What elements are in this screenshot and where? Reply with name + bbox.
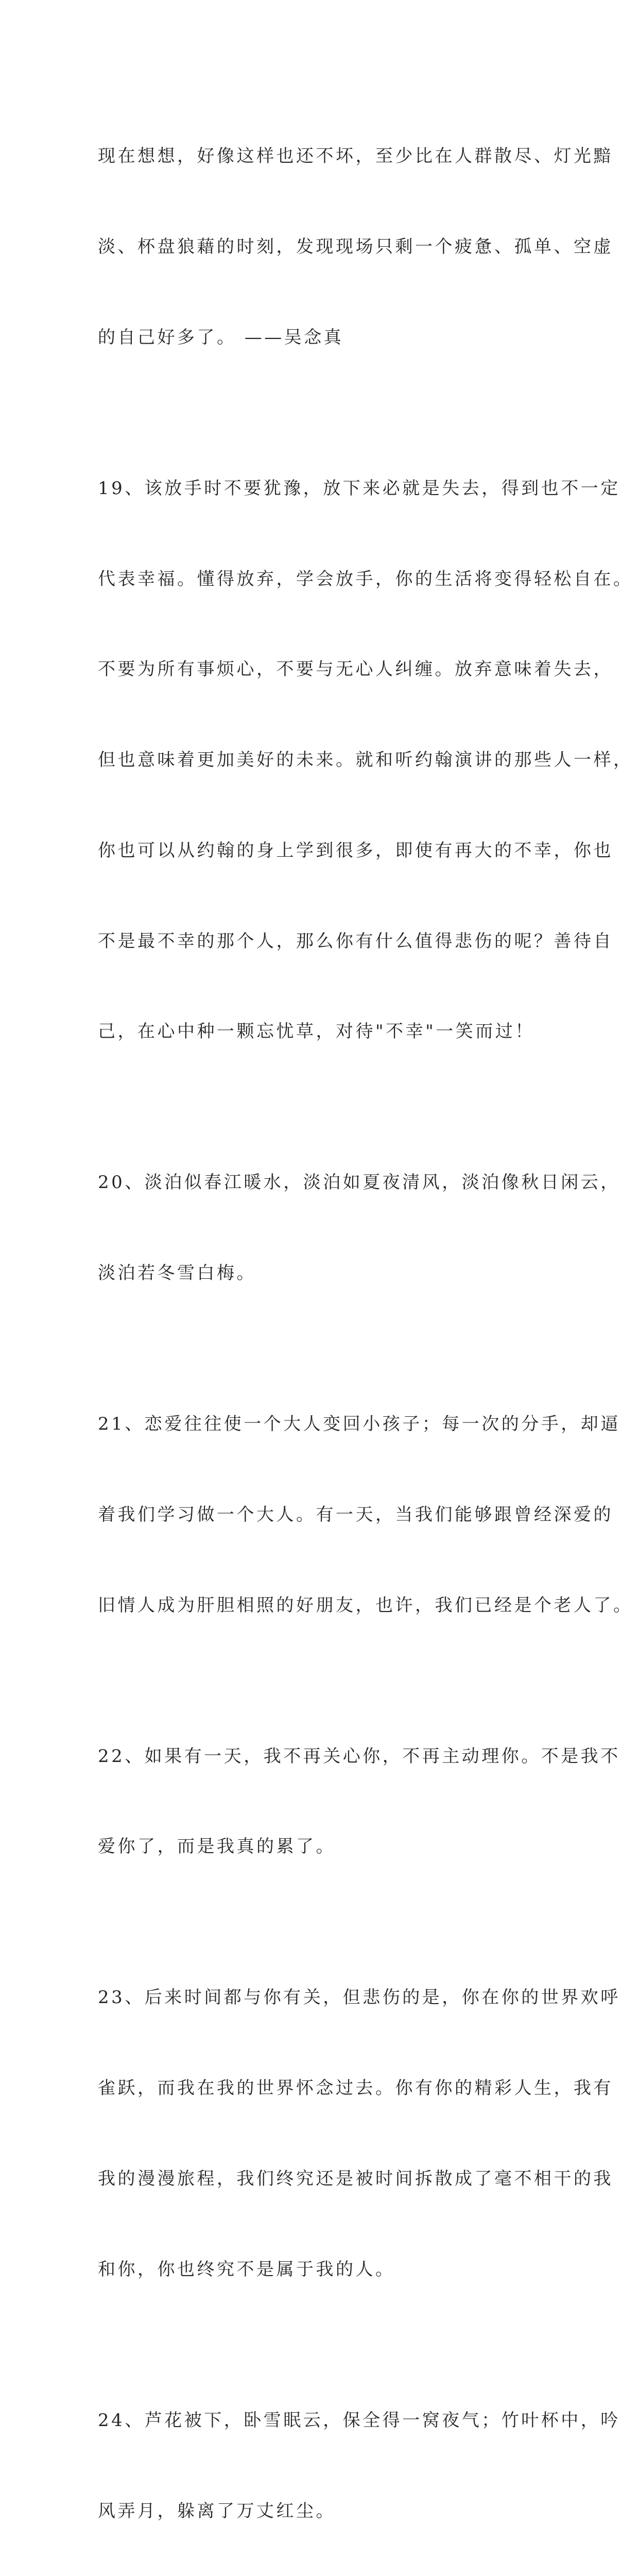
text-line: 不是最不幸的那个人，那么你有什么值得悲伤的呢？善待自 xyxy=(98,930,613,952)
text-line: 24、芦花被下，卧雪眠云，保全得一窝夜气；竹叶杯中，吟 xyxy=(98,2410,620,2431)
paragraph-23 xyxy=(98,1922,620,2345)
text-line: 现在想想，好像这样也还不坏，至少比在人群散尽、灯光黯 xyxy=(98,146,613,167)
text-line: 不要为所有事烦心，不要与无心人纠缠。放弃意味着失去， xyxy=(98,659,613,680)
text-line: 22、如果有一天，我不再关心你，不再主动理你。不是我不 xyxy=(98,1745,620,1767)
paragraph-20 xyxy=(98,1107,620,1349)
text-line: 代表幸福。懂得放弃，学会放手，你的生活将变得轻松自在。 xyxy=(98,568,633,589)
text-line: 20、淡泊似春江暖水，淡泊如夏夜清风，淡泊像秋日闲云， xyxy=(98,1172,620,1193)
text-line: 但也意味着更加美好的未来。就和听约翰演讲的那些人一样， xyxy=(98,750,633,771)
text-line: 雀跃，而我在我的世界怀念过去。你有你的精彩人生，我有 xyxy=(98,2078,613,2099)
paragraph-19 xyxy=(98,413,633,1108)
text-line: 己，在心中种一颗忘忧草，对待"不幸"一笑而过！ xyxy=(98,1021,535,1042)
text-line: 我的漫漫旅程，我们终究还是被时间拆散成了毫不相干的我 xyxy=(98,2168,613,2189)
text-line: 爱你了，而是我真的累了。 xyxy=(98,1836,336,1857)
text-line: 21、恋爱往往使一个大人变回小孩子；每一次的分手，却逼 xyxy=(98,1414,620,1435)
text-line: 和你，你也终究不是属于我的人。 xyxy=(98,2259,395,2280)
text-line: 着我们学习做一个大人。有一天，当我们能够跟曾经深爱的 xyxy=(98,1504,613,1525)
paragraph-wu-nianzhen-quote xyxy=(98,81,613,413)
paragraph-24 xyxy=(98,2345,620,2576)
paragraph-22 xyxy=(98,1681,620,1922)
text-line: 23、后来时间都与你有关，但悲伤的是，你在你的世界欢呼 xyxy=(98,1987,620,2008)
paragraph-21 xyxy=(98,1349,633,1681)
text-line: 19、该放手时不要犹豫，放下来必就是失去，得到也不一定 xyxy=(98,478,620,499)
text-line: 你也可以从约翰的身上学到很多，即使有再大的不幸，你也 xyxy=(98,840,613,861)
text-line: 淡泊若冬雪白梅。 xyxy=(98,1263,256,1284)
text-line: 风弄月，躲离了万丈红尘。 xyxy=(98,2500,336,2521)
text-line: 的自己好多了。 ——吴念真 xyxy=(98,327,344,348)
text-line: 旧情人成为肝胆相照的好朋友，也许，我们已经是个老人了。 xyxy=(98,1595,633,1616)
document-page xyxy=(98,81,633,2576)
text-line: 淡、杯盘狼藉的时刻，发现现场只剩一个疲惫、孤单、空虚 xyxy=(98,236,613,257)
